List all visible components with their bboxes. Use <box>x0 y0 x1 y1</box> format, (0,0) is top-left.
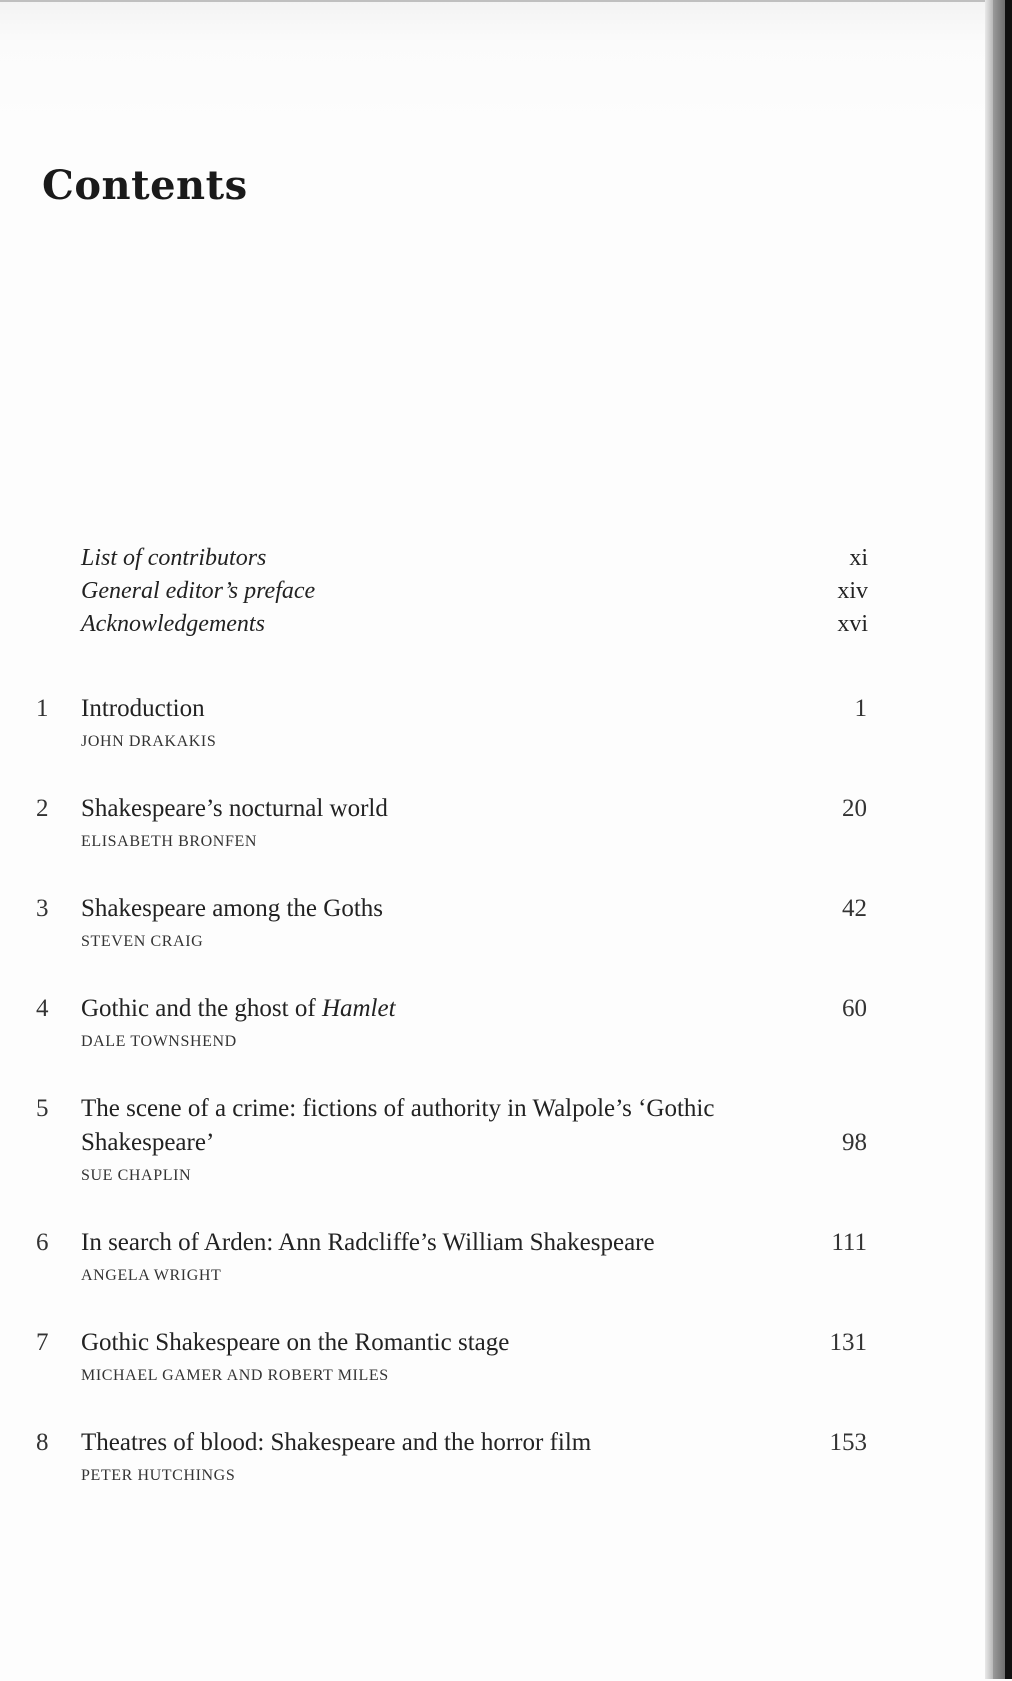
chapter-author: STEVEN CRAIG <box>81 933 204 950</box>
page-edge-shadow <box>985 0 993 1679</box>
chapter-author: JOHN DRAKAKIS <box>81 733 217 750</box>
chapter-number: 5 <box>36 1095 49 1122</box>
chapter-entry <box>0 792 990 858</box>
chapter-entry <box>0 892 990 958</box>
scan-border <box>1005 0 1012 1679</box>
contents-heading: Contents <box>42 162 248 209</box>
chapter-page: 42 <box>842 895 867 922</box>
chapter-title: Gothic Shakespeare on the Romantic stage <box>81 1329 510 1356</box>
chapter-list <box>0 692 990 1526</box>
chapter-author: SUE CHAPLIN <box>81 1167 192 1184</box>
chapter-author: ANGELA WRIGHT <box>81 1267 222 1284</box>
chapter-entry <box>0 692 990 758</box>
chapter-title: Theatres of blood: Shakespeare and the horror film <box>81 1429 592 1456</box>
chapter-title: In search of Arden: Ann Radcliffe’s William Shakespeare <box>81 1229 655 1256</box>
chapter-page: 111 <box>831 1229 867 1256</box>
chapter-author: MICHAEL GAMER AND ROBERT MILES <box>81 1367 389 1384</box>
front-matter-entry <box>81 545 868 578</box>
chapter-page: 1 <box>854 695 867 722</box>
chapter-number: 2 <box>36 795 49 822</box>
chapter-entry <box>0 1226 990 1292</box>
chapter-entry <box>0 992 990 1058</box>
chapter-title: Shakespeare’s nocturnal world <box>81 795 388 822</box>
front-matter-list <box>81 545 868 644</box>
front-matter-page: xiv <box>837 578 868 604</box>
chapter-page: 60 <box>842 995 867 1022</box>
chapter-page: 20 <box>842 795 867 822</box>
chapter-title <box>81 992 721 1026</box>
chapter-page: 98 <box>842 1129 867 1156</box>
chapter-number: 6 <box>36 1229 49 1256</box>
chapter-number: 7 <box>36 1329 49 1356</box>
chapter-entry <box>0 1326 990 1392</box>
chapter-page: 131 <box>829 1329 867 1356</box>
chapter-title: Introduction <box>81 695 205 722</box>
front-matter-title: List of contributors <box>81 545 267 571</box>
chapter-number: 4 <box>36 995 49 1022</box>
front-matter-entry <box>81 578 868 611</box>
front-matter-title: General editor’s preface <box>81 578 316 604</box>
chapter-entry <box>0 1426 990 1492</box>
chapter-title-italic: Hamlet <box>321 995 396 1022</box>
chapter-title-text: Gothic and the ghost of <box>81 995 322 1022</box>
front-matter-page: xi <box>849 545 868 571</box>
chapter-author: PETER HUTCHINGS <box>81 1467 236 1484</box>
chapter-number: 1 <box>36 695 49 722</box>
chapter-entry <box>0 1092 990 1192</box>
chapter-number: 3 <box>36 895 49 922</box>
chapter-title: The scene of a crime: fictions of authority in Walpole’s ‘Gothic Shakespeare’ <box>81 1095 715 1156</box>
front-matter-page: xvi <box>837 611 868 637</box>
chapter-author: ELISABETH BRONFEN <box>81 833 257 850</box>
page-stack-edge <box>993 0 1005 1679</box>
chapter-author: DALE TOWNSHEND <box>81 1033 237 1050</box>
chapter-page: 153 <box>829 1429 867 1456</box>
chapter-title: Shakespeare among the Goths <box>81 895 384 922</box>
chapter-number: 8 <box>36 1429 49 1456</box>
front-matter-entry <box>81 611 868 644</box>
front-matter-title: Acknowledgements <box>81 611 265 637</box>
